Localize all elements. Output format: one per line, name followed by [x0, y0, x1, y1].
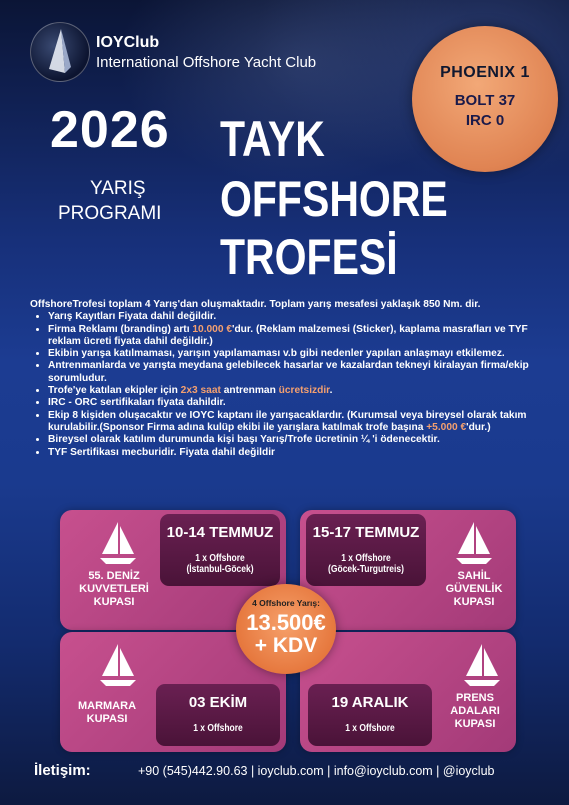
race-format: 1 x Offshore: [341, 553, 391, 564]
description-intro: OffshoreTrofesi toplam 4 Yarış'dan oluşmaktadır. Toplam yarış mesafesi yaklaşık 850 Nm. dir.: [30, 299, 481, 310]
list-item: • Bireysel olarak katılım durumunda kişi başı Yarış/Trofe ücretinin ¼ 'i ödenecektir.: [48, 434, 550, 446]
title-program-line1: YARIŞ: [90, 178, 146, 199]
contact-info: +90 (545)442.90.63 | ioyclub.com | info@ioyclub.com | @ioyclub: [138, 764, 495, 778]
title-program-line2: PROGRAMI: [58, 203, 162, 224]
list-item: • Ekip 8 kişiden oluşacaktır ve IOYC kaptanı ile yarışacaklardır. (Kurumsal veya bireysel olarak takım kurulabilir.(Sponsor Firma adına kulüp ekibi ile yarışlara katılmak trofe başına +5.000 €'dur.): [48, 410, 550, 435]
race-format: 1 x Offshore: [193, 723, 243, 734]
list-item: • Yarış Kayıtları Fiyata dahil değildir.: [48, 311, 550, 323]
race-date: 03 EKİM: [188, 694, 248, 711]
list-item: • IRC - ORC sertifikaları fiyata dahildir.: [48, 397, 550, 409]
description: [30, 299, 550, 459]
list-item: • Trofe'ye katılan ekipler için 2x3 saat antrenman ücretsizdir.: [48, 385, 550, 397]
race-date: 10-14 TEMMUZ: [166, 524, 274, 541]
title-trofesi: TROFESİ: [220, 229, 398, 285]
club-logo: [30, 22, 90, 82]
club-full-name: International Offshore Yacht Club: [96, 54, 317, 71]
boat-badge: [412, 26, 558, 172]
list-item: • Ekibin yarışa katılmaması, yarışın yapılamaması v.b gibi nedenler yapılan anlaşmayı etkilemez.: [48, 348, 550, 360]
race-date-tab: [308, 684, 432, 746]
price-label: 4 Offshore Yarış:: [252, 598, 320, 608]
race-name: SAHİL GÜVENLİK KUPASI: [445, 570, 503, 608]
race-route: (İstanbul-Göcek): [186, 564, 254, 575]
race-date: 15-17 TEMMUZ: [312, 524, 420, 541]
race-format: 1 x Offshore: [195, 553, 245, 564]
sailboat-icon: [96, 518, 140, 566]
race-name: PRENS ADALARI KUPASI: [450, 692, 500, 730]
title-offshore: OFFSHORE: [220, 171, 448, 227]
contact-label: İletişim:: [34, 762, 91, 779]
title-year: 2026: [50, 101, 170, 159]
list-item: • TYF Sertifikası mecburidir. Fiyata dahil değildir: [48, 447, 550, 459]
sailboat-icon: [452, 518, 496, 566]
badge-boat-model: BOLT 37: [454, 92, 516, 109]
race-date-tab: [306, 514, 426, 586]
sailboat-icon: [96, 640, 140, 688]
race-name: MARMARA KUPASI: [77, 700, 137, 725]
race-date-tab: [156, 684, 280, 746]
sailboat-icon: [460, 640, 504, 688]
price-tax: + KDV: [254, 634, 318, 657]
list-item: • Firma Reklamı (branding) artı 10.000 €'dur. (Reklam malzemesi (Sticker), kaplama masrafları ve TYF reklam ücreti fiyata dahil değildir.): [48, 324, 550, 349]
club-name: IOYClub: [96, 34, 160, 51]
badge-boat-class: IRC 0: [465, 112, 505, 129]
sail-logo-icon: [31, 23, 89, 81]
race-date-tab: [160, 514, 280, 586]
race-date: 19 ARALIK: [331, 694, 409, 711]
race-format: 1 x Offshore: [345, 723, 395, 734]
description-list: [30, 311, 550, 459]
badge-boat-name: PHOENIX 1: [440, 64, 530, 81]
title-tayk: TAYK: [220, 111, 325, 167]
list-item: • Antrenmanlarda ve yarışta meydana gelebilecek hasarlar ve kazalardan tekneyi kiralayan firma/ekip sorumludur.: [48, 360, 550, 385]
price-badge: [236, 584, 336, 674]
race-route: (Göcek-Turgutreis): [328, 564, 404, 575]
race-name: 55. DENİZ KUVVETLERİ KUPASI: [79, 570, 149, 608]
price-value: 13.500€: [246, 610, 326, 635]
